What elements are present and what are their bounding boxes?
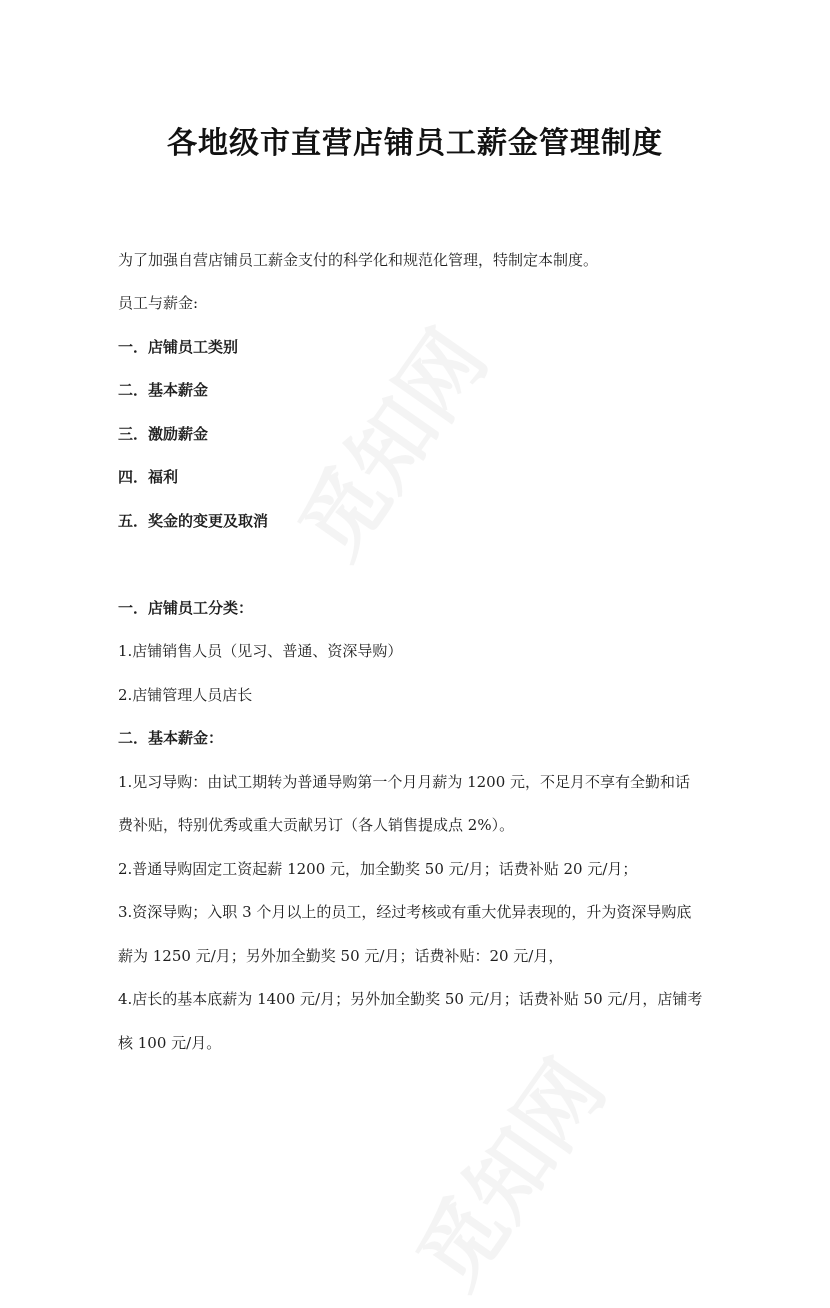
watermark	[266, 303, 510, 579]
section2-heading: 二．基本薪金：	[118, 729, 224, 747]
section1-item: 1.店铺销售人员（见习、普通、资深导购）	[118, 642, 403, 660]
toc-item: 二．基本薪金	[118, 381, 209, 399]
toc-item: 一．店铺员工类别	[118, 338, 239, 356]
section1-heading: 一．店铺员工分类：	[118, 599, 254, 617]
section2-line: 薪为 1250 元/月；另外加全勤奖 50 元/月；话费补贴：20 元/月，	[118, 947, 564, 965]
section2-line: 核 100 元/月。	[118, 1034, 222, 1052]
watermark-bottom	[384, 1033, 628, 1308]
toc-item: 五．奖金的变更及取消	[118, 512, 269, 530]
section2-line: 3.资深导购；入职 3 个月以上的员工，经过考核或有重大优异表现的，升为资深导购底	[118, 903, 692, 921]
section2-line: 4.店长的基本底薪为 1400 元/月；另外加全勤奖 50 元/月；话费补贴 50 元/月，店铺考	[118, 990, 703, 1008]
section2-line: 2.普通导购固定工资起薪 1200 元，加全勤奖 50 元/月；话费补贴 20 元/月；	[118, 860, 638, 878]
toc-item: 三．激励薪金	[118, 425, 209, 443]
section2-line: 1.见习导购：由试工期转为普通导购第一个月月薪为 1200 元，不足月不享有全勤和话	[118, 773, 691, 791]
subtitle: 员工与薪金:	[118, 294, 199, 312]
document-title: 各地级市直营店铺员工薪金管理制度	[167, 126, 663, 161]
intro-paragraph: 为了加强自营店铺员工薪金支付的科学化和规范化管理，特制定本制度。	[118, 251, 599, 269]
toc-item: 四．福利	[118, 468, 179, 486]
section2-line: 费补贴，特别优秀或重大贡献另订（各人销售提成点 2%）。	[118, 816, 515, 834]
section1-item: 2.店铺管理人员店长	[118, 686, 253, 704]
